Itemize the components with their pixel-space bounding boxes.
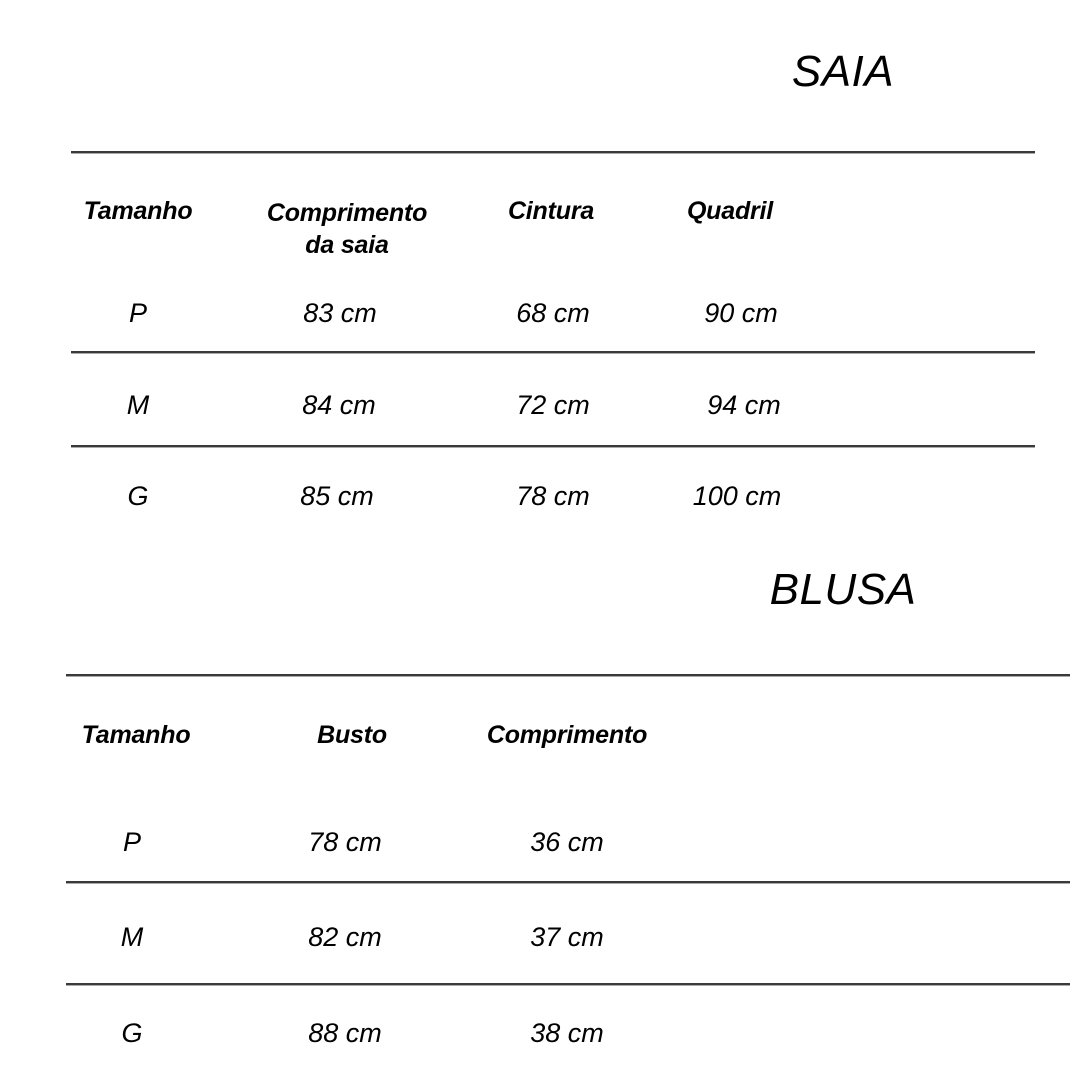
divider-saia-row-1	[71, 351, 1035, 353]
saia-row-g-tamanho: G	[127, 481, 149, 511]
saia-row-p-quadril: 90 cm	[704, 298, 778, 328]
saia-header-comprimento-line2: da saia	[305, 231, 389, 259]
saia-row-g-comprimento: 85 cm	[300, 481, 374, 511]
blusa-row-m-comprimento: 37 cm	[530, 922, 604, 952]
saia-row-p-cintura: 68 cm	[516, 298, 590, 328]
blusa-row-g-comprimento: 38 cm	[530, 1018, 604, 1048]
blusa-row-p-tamanho: P	[122, 827, 142, 857]
saia-row-g-quadril: 100 cm	[692, 481, 782, 511]
saia-header-quadril: Quadril	[686, 197, 774, 225]
saia-row-m-comprimento: 84 cm	[302, 390, 376, 420]
blusa-row-m-busto: 82 cm	[308, 922, 382, 952]
saia-row-m-cintura: 72 cm	[516, 390, 590, 420]
blusa-header-comprimento: Comprimento	[486, 721, 648, 749]
saia-row-p-tamanho: P	[128, 298, 148, 328]
divider-blusa-row-1	[66, 881, 1070, 883]
divider-saia-row-2	[71, 445, 1035, 447]
saia-header-tamanho: Tamanho	[83, 197, 193, 225]
divider-blusa-header-top	[66, 674, 1070, 676]
saia-row-g-cintura: 78 cm	[516, 481, 590, 511]
saia-row-p-comprimento: 83 cm	[303, 298, 377, 328]
saia-header-cintura: Cintura	[507, 197, 595, 225]
divider-saia-header-top	[71, 151, 1035, 153]
blusa-row-g-tamanho: G	[121, 1018, 143, 1048]
blusa-header-busto: Busto	[317, 721, 387, 749]
divider-blusa-row-2	[66, 983, 1070, 985]
section-title-saia: SAIA	[791, 47, 895, 96]
section-title-blusa: BLUSA	[769, 565, 917, 614]
blusa-row-p-busto: 78 cm	[308, 827, 382, 857]
blusa-header-tamanho: Tamanho	[81, 721, 191, 749]
blusa-row-p-comprimento: 36 cm	[530, 827, 604, 857]
saia-header-comprimento	[267, 197, 427, 261]
saia-row-m-tamanho: M	[126, 390, 150, 420]
blusa-row-m-tamanho: M	[120, 922, 144, 952]
saia-header-comprimento-line1: Comprimento	[266, 199, 428, 227]
saia-row-m-quadril: 94 cm	[707, 390, 781, 420]
blusa-row-g-busto: 88 cm	[308, 1018, 382, 1048]
